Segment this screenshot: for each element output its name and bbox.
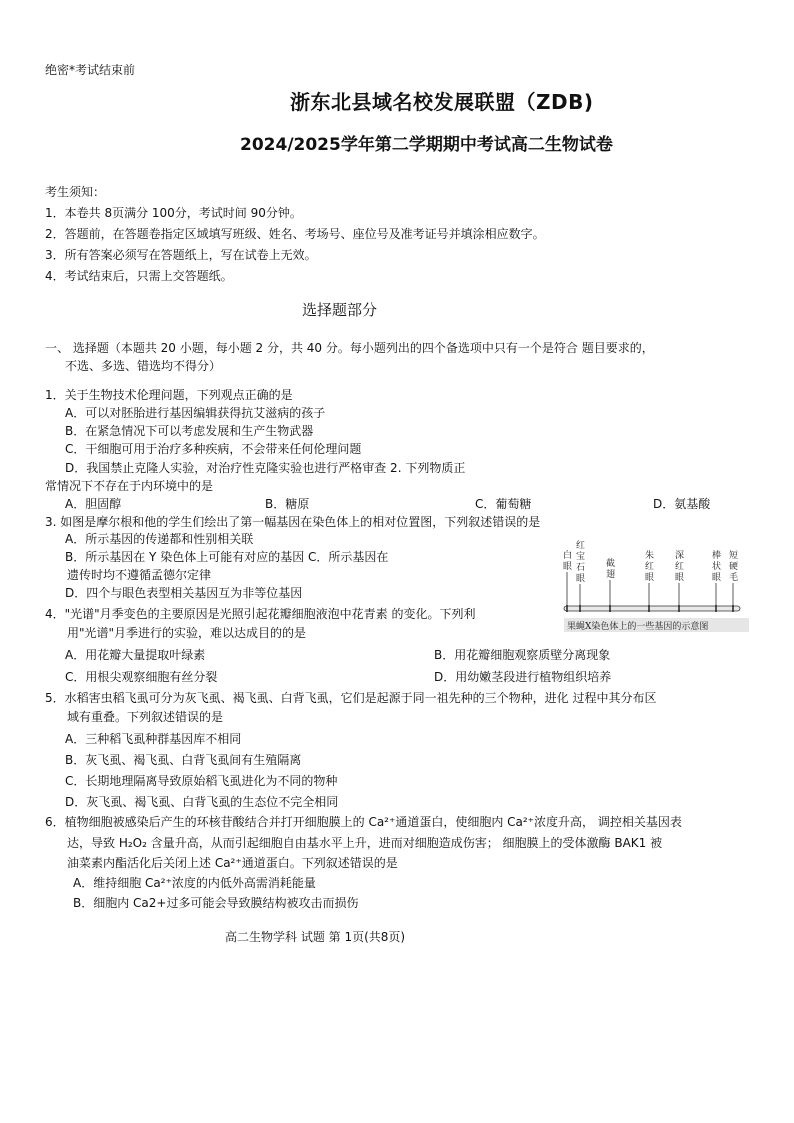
gene-label-vermilion-eye: 朱 xyxy=(645,551,655,561)
gene-label-bar-eye: 棒 xyxy=(712,551,722,561)
gene-label-cut-wing: 翅 xyxy=(606,570,616,580)
confidential-label: 绝密*考试结束前 xyxy=(45,63,136,77)
gene-label-short-bristle: 短 xyxy=(729,551,739,561)
question-3-option-c-cont: 遗传时均不遵循孟德尔定律 xyxy=(67,568,212,582)
question-5-option-d: D．灰飞虱、褐飞虱、白背飞虱的生态位不完全相同 xyxy=(65,795,339,809)
question-6-stem: 6．植物细胞被感染后产生的环核苷酸结合并打开细胞膜上的 Ca²⁺通道蛋白，使细胞内 Ca²⁺浓度升高， 调控相关基因表 xyxy=(45,815,682,829)
question-5-stem-cont: 域有重叠。下列叙述错误的是 xyxy=(67,710,224,724)
question-1-option-c: C．干细胞可用于治疗多种疾病，不会带来任何伦理问题 xyxy=(65,442,362,456)
gene-label-ruby-eye: 眼 xyxy=(576,574,586,584)
question-2-option-b: B．糖原 xyxy=(265,497,310,511)
question-4-option-a: A．用花瓣大量提取叶绿素 xyxy=(65,648,206,662)
question-2-option-c: C．葡萄糖 xyxy=(475,497,532,511)
question-5-option-b: B．灰飞虱、褐飞虱、白背飞虱间有生殖隔离 xyxy=(65,753,302,767)
gene-label-white-eye: 眼 xyxy=(563,562,573,572)
question-1-stem: 1．关于生物技术伦理问题，下列观点正确的是 xyxy=(45,388,293,402)
question-4-stem-cont: 用"光谱"月季进行的实验，难以达成目的的是 xyxy=(67,626,307,640)
gene-label-carmine-eye: 深 xyxy=(675,551,685,561)
section-title: 选择题部分 xyxy=(302,301,378,319)
question-6-stem-line3: 油菜素内酯活化后关闭上述 Ca²⁺通道蛋白。下列叙述错误的是 xyxy=(67,856,398,870)
question-5-option-a: A．三种稻飞虱种群基因库不相同 xyxy=(65,732,242,746)
exam-title: 浙东北县域名校发展联盟（ZDB) xyxy=(290,90,594,114)
instructions-line: 不选、多选、错选均不得分） xyxy=(65,359,222,373)
gene-label-vermilion-eye: 眼 xyxy=(645,573,655,583)
gene-label-carmine-eye: 红 xyxy=(675,562,685,572)
x-chromosome-bar xyxy=(564,606,740,611)
notice-item: 4．考试结束后，只需上交答题纸。 xyxy=(45,269,233,283)
gene-label-ruby-eye: 宝 xyxy=(576,552,586,562)
question-3-option-d: D．四个与眼色表型相关基因互为非等位基因 xyxy=(65,586,303,600)
question-1-option-b: B．在紧急情况下可以考虑发展和生产生物武器 xyxy=(65,424,314,438)
gene-label-vermilion-eye: 红 xyxy=(645,562,655,572)
question-6-option-b: B．细胞内 Ca2+过多可能会导致膜结构被攻击而损伤 xyxy=(73,896,359,910)
gene-label-bar-eye: 眼 xyxy=(712,573,722,583)
gene-label-cut-wing: 截 xyxy=(606,559,616,569)
question-2-option-a: A．胆固醇 xyxy=(65,497,122,511)
gene-label-white-eye: 白 xyxy=(563,551,573,561)
figure-caption: 果蝇X染色体上的一些基因的示意图 xyxy=(567,622,709,632)
question-4-option-c: C．用根尖观察细胞有丝分裂 xyxy=(65,670,218,684)
instructions-line: 一、 选择题（本题共 20 小题，每小题 2 分，共 40 分。每小题列出的四个备选项中只有一个是符合 题目要求的， xyxy=(45,341,654,355)
gene-label-bar-eye: 状 xyxy=(712,562,722,572)
question-4-option-b: B．用花瓣细胞观察质壁分离现象 xyxy=(434,648,611,662)
gene-label-ruby-eye: 红 xyxy=(576,541,586,551)
gene-label-short-bristle: 毛 xyxy=(729,573,739,583)
chromosome-gene-map-figure xyxy=(555,538,755,638)
exam-subtitle: 2024/2025学年第二学期期中考试高二生物试卷 xyxy=(240,135,613,155)
gene-label-ruby-eye: 石 xyxy=(576,563,586,573)
question-5-stem: 5．水稻害虫稻飞虱可分为灰飞虱、褐飞虱、白背飞虱，它们是起源于同一祖先种的三个物种，进化 过程中其分布区 xyxy=(45,691,657,705)
notice-heading: 考生须知： xyxy=(45,185,106,199)
question-3-option-a: A．所示基因的传递都和性别相关联 xyxy=(65,532,254,546)
page-footer: 高二生物学科 试题 第 1页(共8页) xyxy=(225,930,406,944)
notice-item: 2．答题前，在答题卷指定区域填写班级、姓名、考场号、座位号及准考证号并填涂相应数字。 xyxy=(45,227,545,241)
question-3-stem: 3. 如图是摩尔根和他的学生们绘出了第一幅基因在染色体上的相对位置图，下列叙述错误的是 xyxy=(45,515,541,529)
question-4-stem: 4．"光谱"月季变色的主要原因是光照引起花瓣细胞液泡中花青素 的变化。下列利 xyxy=(45,607,476,621)
question-4-option-d: D．用幼嫩茎段进行植物组织培养 xyxy=(434,670,612,684)
question-1-option-d: D．我国禁止克隆人实验，对治疗性克隆实验也进行严格审查 2. 下列物质正 xyxy=(65,461,466,475)
question-2-stem: 常情况下不存在于内环境中的是 xyxy=(45,479,214,493)
question-6-option-a: A．维持细胞 Ca²⁺浓度的内低外高需消耗能量 xyxy=(73,876,316,890)
question-3-option-b: B．所示基因在 Y 染色体上可能有对应的基因 C．所示基因在 xyxy=(65,550,389,564)
question-6-stem-line2: 达，导致 H₂O₂ 含量升高，从而引起细胞自由基水平上升，进而对细胞造成伤害； 细胞膜上的受体激酶 BAK1 被 xyxy=(67,836,663,850)
notice-item: 1．本卷共 8页满分 100分，考试时间 90分钟。 xyxy=(45,206,302,220)
gene-label-short-bristle: 硬 xyxy=(729,562,739,572)
notice-item: 3．所有答案必须写在答题纸上，写在试卷上无效。 xyxy=(45,248,317,262)
question-5-option-c: C．长期地理隔离导致原始稻飞虱进化为不同的物种 xyxy=(65,774,338,788)
question-1-option-a: A．可以对胚胎进行基因编辑获得抗艾滋病的孩子 xyxy=(65,406,326,420)
gene-label-carmine-eye: 眼 xyxy=(675,573,685,583)
question-2-option-d: D．氨基酸 xyxy=(653,497,711,511)
